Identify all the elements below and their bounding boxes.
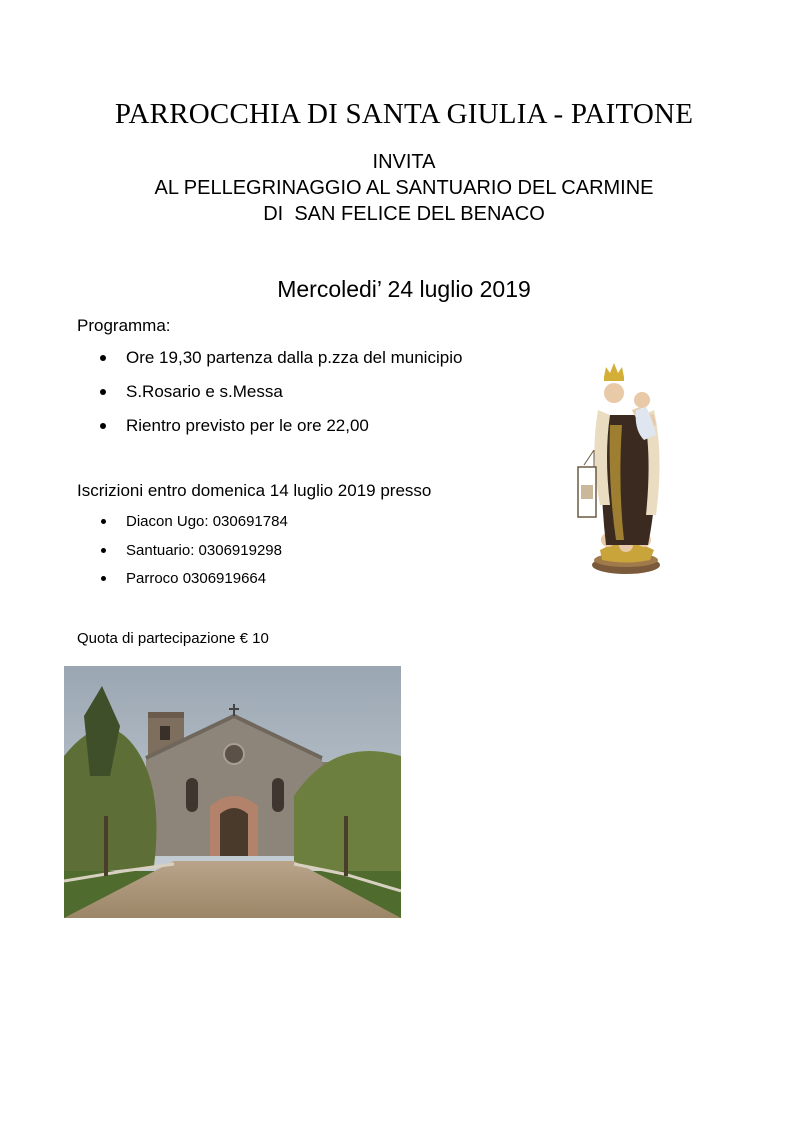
bullet-icon bbox=[100, 355, 106, 361]
invite-line-1: INVITA bbox=[372, 151, 436, 173]
program-heading: Programma: bbox=[77, 316, 171, 335]
event-date: Mercoledi’ 24 luglio 2019 bbox=[277, 276, 531, 302]
program-item bbox=[100, 346, 462, 380]
invite-block bbox=[0, 149, 808, 227]
contact-item bbox=[100, 511, 288, 540]
page-title: PARROCCHIA DI SANTA GIULIA - PAITONE bbox=[114, 98, 694, 130]
madonna-statue-image bbox=[570, 355, 680, 580]
fee-text: Quota di partecipazione € 10 bbox=[77, 630, 269, 647]
bullet-icon bbox=[101, 576, 106, 581]
bullet-icon bbox=[100, 389, 106, 395]
program-item bbox=[100, 414, 462, 448]
bullet-icon bbox=[101, 548, 106, 553]
program-list bbox=[100, 346, 462, 448]
program-item-text: S.Rosario e s.Messa bbox=[126, 382, 283, 401]
contact-text: Santuario: 0306919298 bbox=[126, 541, 282, 559]
contact-item bbox=[100, 540, 288, 569]
contact-item bbox=[100, 568, 288, 597]
contact-list bbox=[100, 511, 288, 597]
contact-text: Diacon Ugo: 030691784 bbox=[126, 513, 288, 530]
registration-heading: Iscrizioni entro domenica 14 luglio 2019 presso bbox=[77, 481, 432, 500]
program-item-text: Ore 19,30 partenza dalla p.zza del municipio bbox=[126, 348, 463, 367]
program-item bbox=[100, 380, 462, 414]
bullet-icon bbox=[101, 519, 106, 524]
invite-line-3: DI SAN FELICE DEL BENACO bbox=[263, 203, 545, 225]
sanctuary-photo bbox=[64, 666, 401, 918]
invite-line-2: AL PELLEGRINAGGIO AL SANTUARIO DEL CARMINE bbox=[154, 177, 654, 199]
contact-text: Parroco 0306919664 bbox=[126, 570, 267, 587]
program-item-text: Rientro previsto per le ore 22,00 bbox=[126, 416, 369, 435]
bullet-icon bbox=[100, 423, 106, 429]
